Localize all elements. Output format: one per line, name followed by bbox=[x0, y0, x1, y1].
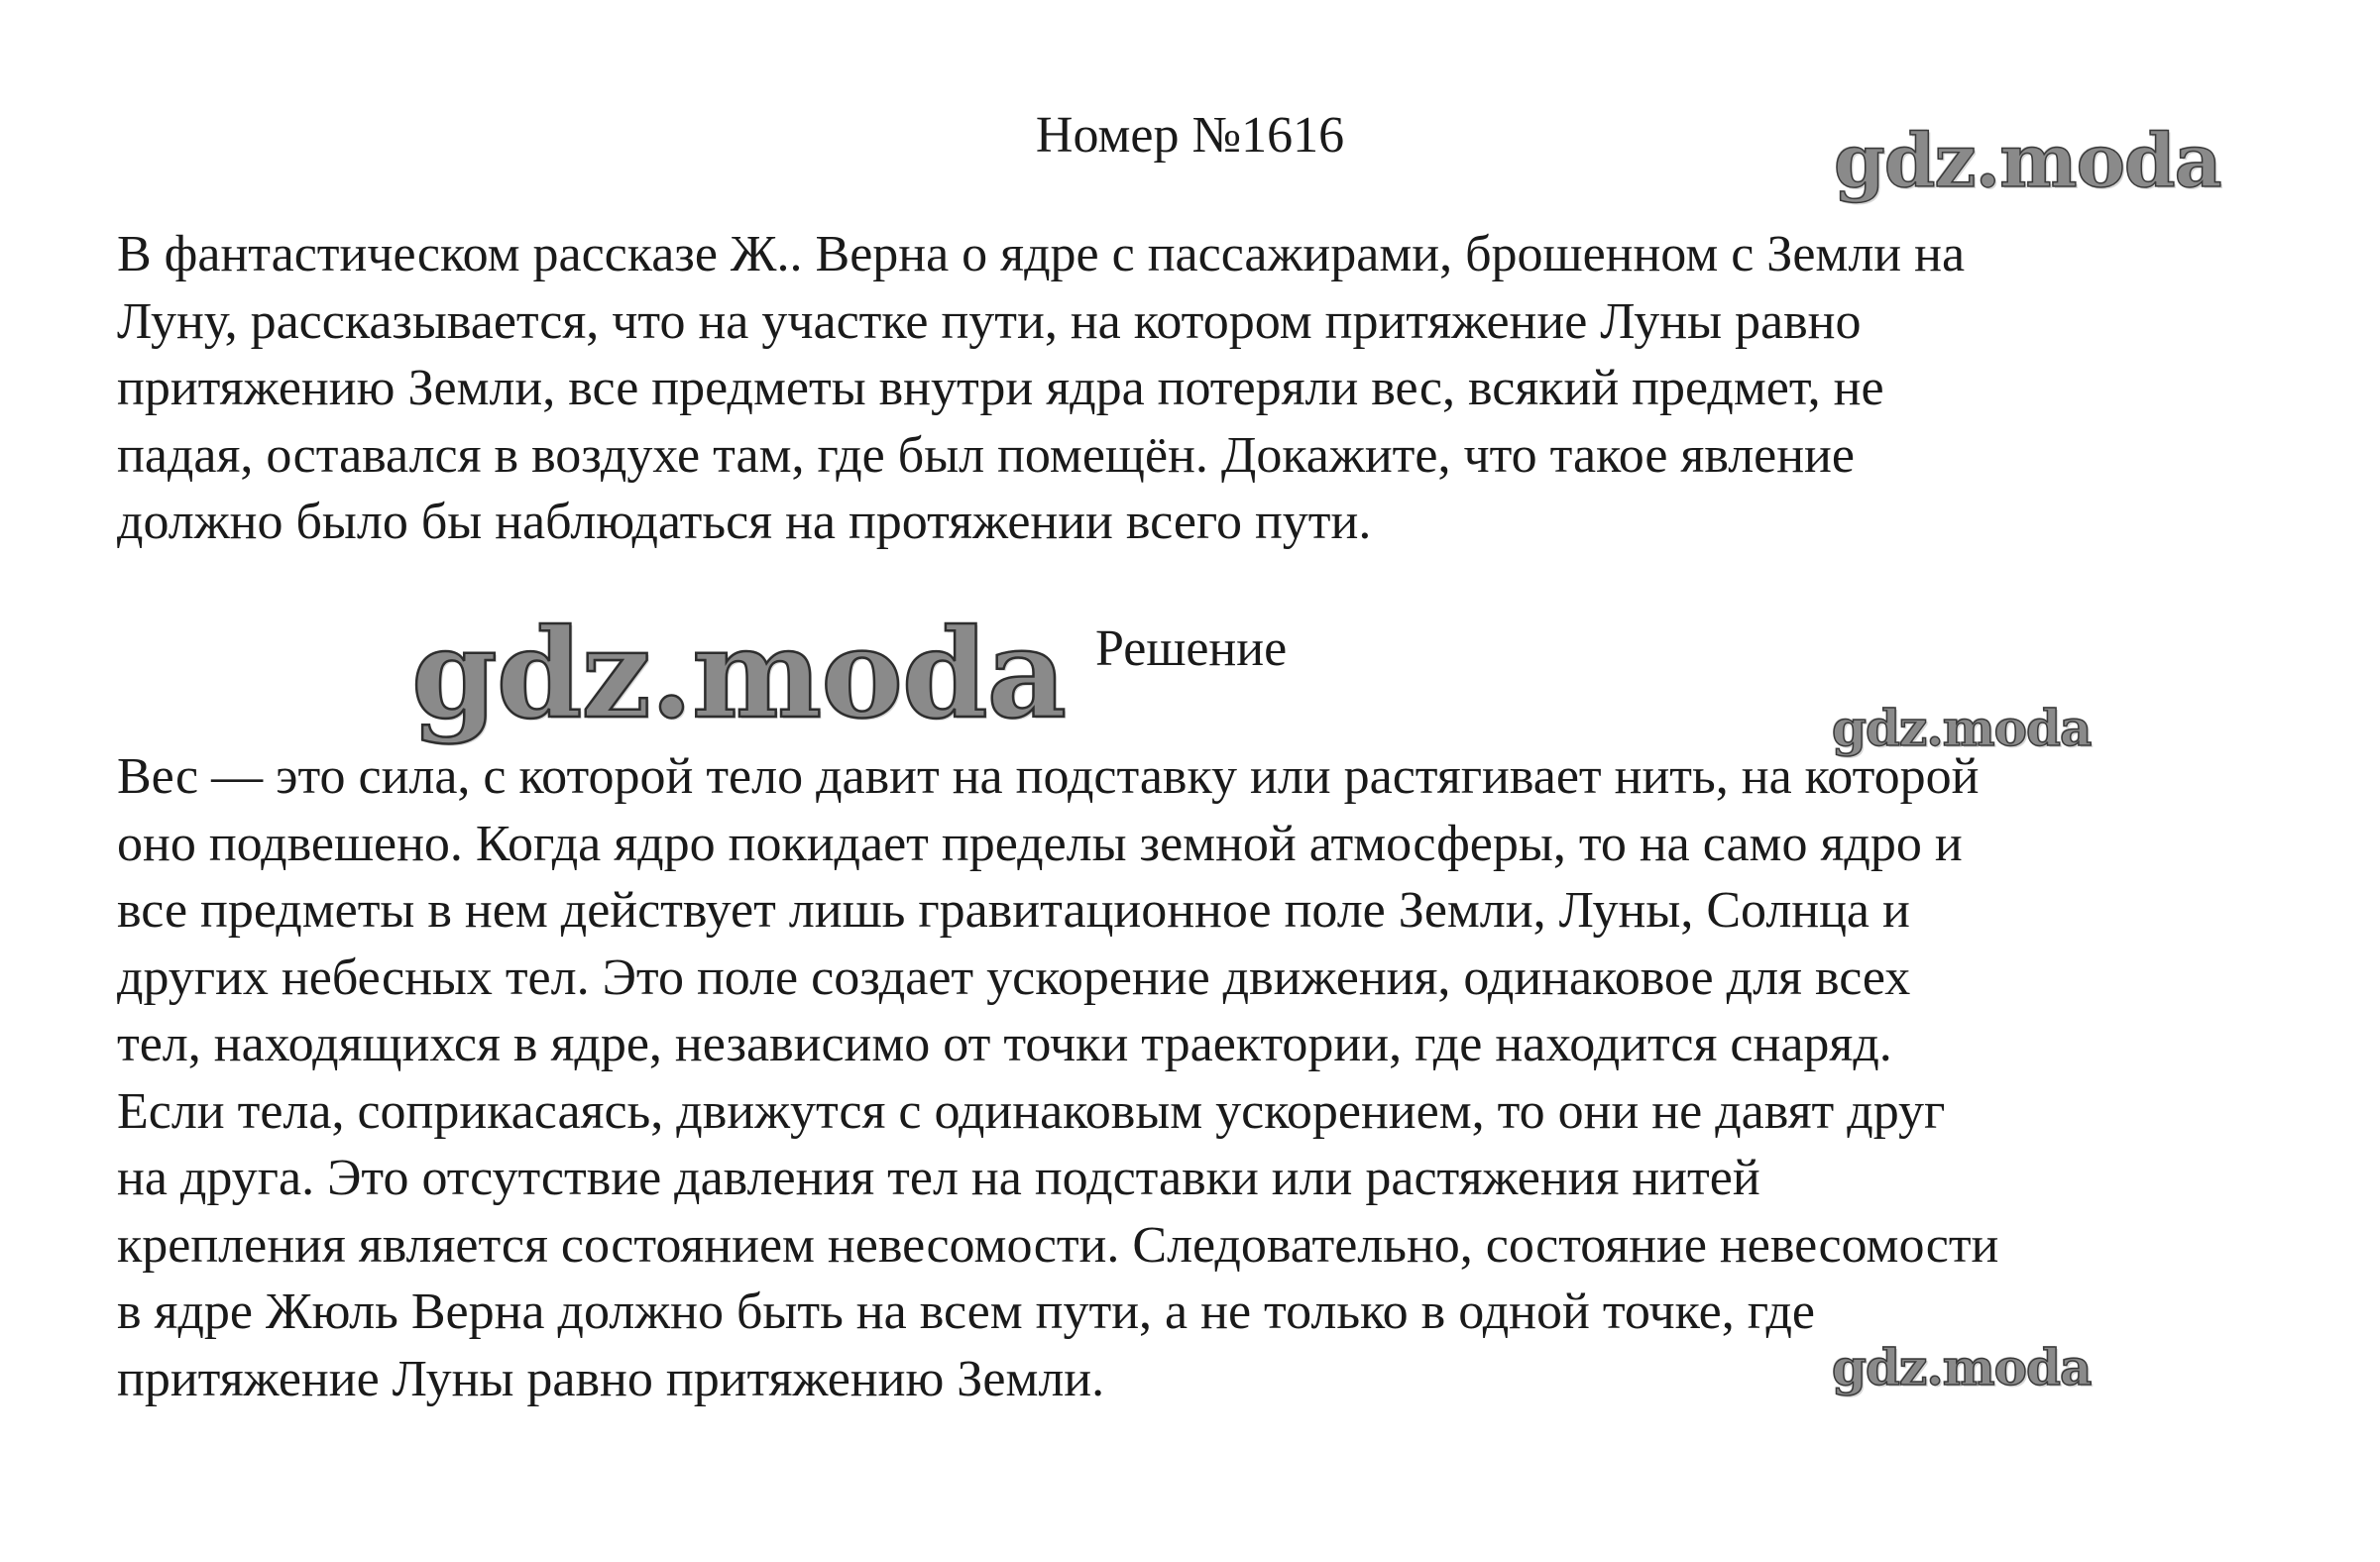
task-text bbox=[117, 221, 2318, 556]
page-title: Номер №1616 bbox=[1035, 107, 1345, 164]
solution-line: все предметы в нем действует лишь гравитационное поле Земли, Луны, Солнца и bbox=[117, 882, 1910, 939]
solution-heading: Решение bbox=[1095, 620, 1288, 677]
task-line: В фантастическом рассказе Ж.. Верна о ядре с пассажирами, брошенном с Земли на bbox=[117, 226, 1966, 282]
watermark-logo-top: gdz.moda bbox=[1834, 119, 2221, 204]
solution-line: притяжение Луны равно притяжению Земли. bbox=[117, 1350, 1105, 1407]
solution-line: Вес — это сила, с которой тело давит на подставку или растягивает нить, на которой bbox=[117, 748, 1980, 805]
task-line: должно было бы наблюдаться на протяжении всего пути. bbox=[117, 494, 1372, 550]
task-line: Луну, рассказывается, что на участке пути, на котором притяжение Луны равно bbox=[117, 292, 1862, 350]
watermark-logo-large: gdz.moda bbox=[411, 603, 1066, 746]
watermark-logo-bottom: gdz.moda bbox=[1832, 1338, 2092, 1396]
solution-text bbox=[117, 743, 2318, 1412]
solution-line: на друга. Это отсутствие давления тел на подставки или растяжения нитей bbox=[117, 1150, 1760, 1206]
solution-line: Если тела, соприкасаясь, движутся с одинаковым ускорением, то они не давят друг bbox=[117, 1082, 1946, 1140]
watermark-logo-middle: gdz.moda bbox=[1832, 699, 2092, 757]
solution-line: крепления является состоянием невесомости. Следовательно, состояние невесомости bbox=[117, 1216, 1999, 1274]
solution-line: других небесных тел. Это поле создает ускорение движения, одинаковое для всех bbox=[117, 948, 1911, 1006]
solution-line: в ядре Жюль Верна должно быть на всем пути, а не только в одной точке, где bbox=[117, 1283, 1816, 1340]
solution-line: оно подвешено. Когда ядро покидает пределы земной атмосферы, то на само ядро и bbox=[117, 815, 1963, 872]
solution-line: тел, находящихся в ядре, независимо от точки траектории, где находится снаряд. bbox=[117, 1016, 1892, 1072]
task-line: падая, оставался в воздухе там, где был помещён. Докажите, что такое явление bbox=[117, 426, 1855, 484]
task-line: притяжению Земли, все предметы внутри ядра потеряли вес, всякий предмет, не bbox=[117, 360, 1884, 416]
